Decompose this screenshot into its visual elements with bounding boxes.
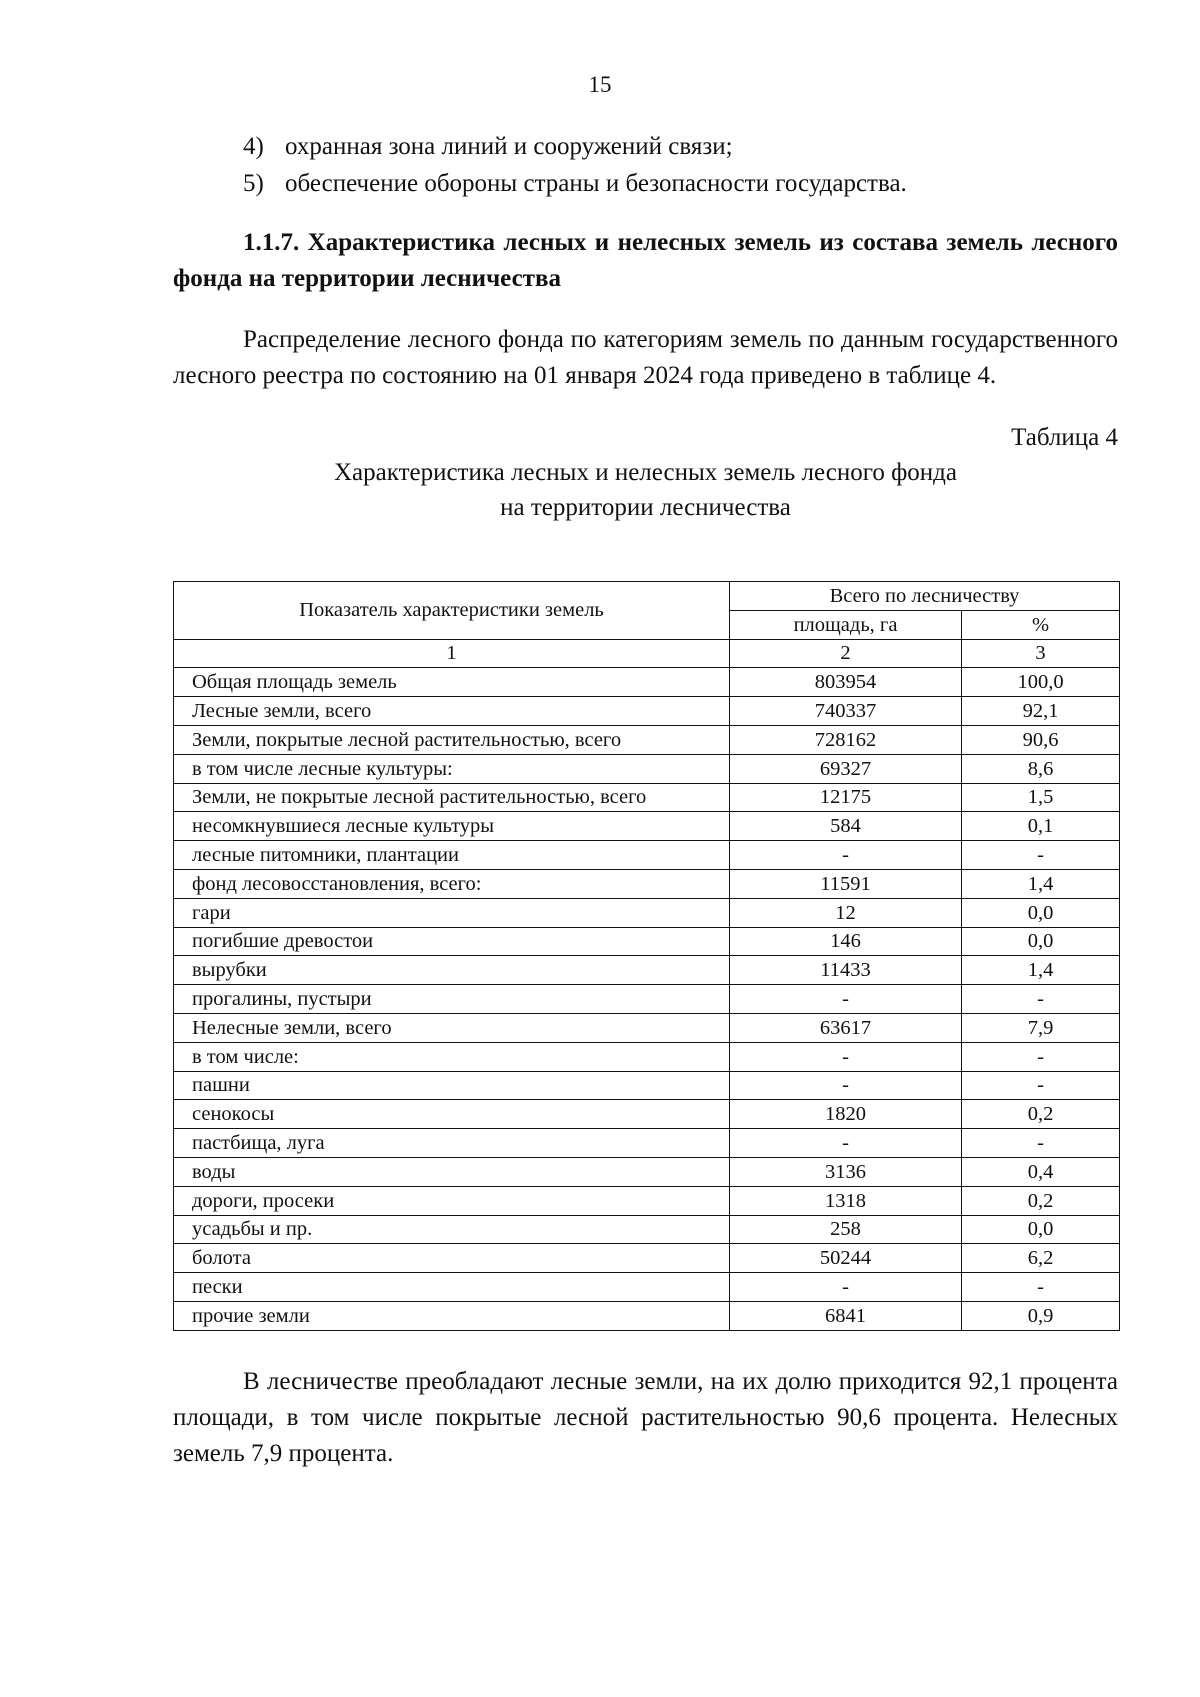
- list-item-text: охранная зона линий и сооружений связи;: [285, 133, 733, 160]
- table-row: [174, 985, 1120, 1014]
- row-label: вырубки: [174, 956, 730, 985]
- row-label: Земли, покрытые лесной растительностью, всего: [174, 725, 730, 754]
- table-row: [174, 1013, 1120, 1042]
- row-label: в том числе лесные культуры:: [174, 754, 730, 783]
- table-row: [174, 783, 1120, 812]
- row-area: 584: [730, 812, 962, 841]
- table-row: [174, 841, 1120, 870]
- row-label: пастбища, луга: [174, 1129, 730, 1158]
- row-label: пашни: [174, 1071, 730, 1100]
- row-label: Общая площадь земель: [174, 668, 730, 697]
- row-percent: 90,6: [962, 725, 1120, 754]
- section-heading: 1.1.7. Характеристика лесных и нелесных земель из состава земель лесного фонда на территории лесничества: [173, 229, 1118, 292]
- table-row: [174, 1129, 1120, 1158]
- table-row: [174, 1244, 1120, 1273]
- table-row: [174, 1157, 1120, 1186]
- row-area: 11591: [730, 869, 962, 898]
- table-row: [174, 668, 1120, 697]
- table-row: [174, 697, 1120, 726]
- row-percent: 7,9: [962, 1013, 1120, 1042]
- table-row: [174, 1100, 1120, 1129]
- row-label: прочие земли: [174, 1301, 730, 1330]
- row-area: -: [730, 1071, 962, 1100]
- table-row: [174, 1186, 1120, 1215]
- table-row: [174, 898, 1120, 927]
- table-row: [174, 754, 1120, 783]
- column-number: 1: [174, 639, 730, 668]
- table-caption: [173, 455, 1118, 525]
- row-label: сенокосы: [174, 1100, 730, 1129]
- row-percent: -: [962, 1071, 1120, 1100]
- row-label: дороги, просеки: [174, 1186, 730, 1215]
- row-percent: 1,4: [962, 869, 1120, 898]
- header-area: площадь, га: [730, 610, 962, 639]
- row-percent: 1,4: [962, 956, 1120, 985]
- row-percent: -: [962, 1273, 1120, 1302]
- list-item: [243, 128, 1123, 165]
- table-label: Таблица 4: [1011, 424, 1118, 451]
- table-row: [174, 812, 1120, 841]
- row-label: болота: [174, 1244, 730, 1273]
- row-area: 6841: [730, 1301, 962, 1330]
- row-label: лесные питомники, плантации: [174, 841, 730, 870]
- table-caption-line: на территории лесничества: [500, 494, 791, 521]
- row-area: 728162: [730, 725, 962, 754]
- column-number: 3: [962, 639, 1120, 668]
- row-label: Нелесные земли, всего: [174, 1013, 730, 1042]
- table-caption-line: Характеристика лесных и нелесных земель лесного фонда: [334, 459, 957, 486]
- header-percent: %: [962, 610, 1120, 639]
- page-number: 15: [588, 72, 612, 97]
- row-area: 1820: [730, 1100, 962, 1129]
- list-item: [243, 165, 1123, 202]
- table-row: [174, 927, 1120, 956]
- numbered-list: [243, 128, 1123, 202]
- row-percent: 0,9: [962, 1301, 1120, 1330]
- row-area: 146: [730, 927, 962, 956]
- table-row: [174, 869, 1120, 898]
- row-percent: 0,4: [962, 1157, 1120, 1186]
- table-row: [174, 1273, 1120, 1302]
- list-item-number: 4): [243, 133, 264, 160]
- row-area: -: [730, 985, 962, 1014]
- row-area: 1318: [730, 1186, 962, 1215]
- row-area: 12: [730, 898, 962, 927]
- column-number: 2: [730, 639, 962, 668]
- row-label: фонд лесовосстановления, всего:: [174, 869, 730, 898]
- row-percent: 100,0: [962, 668, 1120, 697]
- row-percent: 0,0: [962, 927, 1120, 956]
- row-percent: 0,2: [962, 1100, 1120, 1129]
- row-area: -: [730, 841, 962, 870]
- header-total: Всего по лесничеству: [730, 582, 1120, 611]
- table-body: [174, 668, 1120, 1330]
- row-percent: 0,0: [962, 898, 1120, 927]
- row-percent: 1,5: [962, 783, 1120, 812]
- row-percent: -: [962, 985, 1120, 1014]
- table-row: [174, 1071, 1120, 1100]
- row-label: пески: [174, 1273, 730, 1302]
- row-label: прогалины, пустыри: [174, 985, 730, 1014]
- table-row: [174, 1042, 1120, 1071]
- row-percent: -: [962, 1042, 1120, 1071]
- table-row: [174, 956, 1120, 985]
- row-percent: 92,1: [962, 697, 1120, 726]
- list-item-text: обеспечение обороны страны и безопасности государства.: [285, 170, 907, 197]
- row-percent: 8,6: [962, 754, 1120, 783]
- row-percent: -: [962, 1129, 1120, 1158]
- row-area: 258: [730, 1215, 962, 1244]
- row-area: 69327: [730, 754, 962, 783]
- row-percent: 0,0: [962, 1215, 1120, 1244]
- row-area: 3136: [730, 1157, 962, 1186]
- row-area: 12175: [730, 783, 962, 812]
- row-percent: 0,2: [962, 1186, 1120, 1215]
- land-characteristics-table: [173, 581, 1120, 1331]
- row-area: -: [730, 1129, 962, 1158]
- conclusion-paragraph: В лесничестве преобладают лесные земли, на их долю приходится 92,1 процента площади, в том числе покрытые лесной растительностью 90,6 процента. Нелесных земель 7,9 процента.: [173, 1368, 1118, 1467]
- row-label: Земли, не покрытые лесной растительностью, всего: [174, 783, 730, 812]
- row-label: гари: [174, 898, 730, 927]
- row-label: в том числе:: [174, 1042, 730, 1071]
- row-area: -: [730, 1042, 962, 1071]
- row-label: воды: [174, 1157, 730, 1186]
- table-row: [174, 725, 1120, 754]
- row-label: Лесные земли, всего: [174, 697, 730, 726]
- list-item-number: 5): [243, 170, 264, 197]
- row-area: 803954: [730, 668, 962, 697]
- row-area: 11433: [730, 956, 962, 985]
- intro-paragraph: Распределение лесного фонда по категориям земель по данным государственного лесного реестра по состоянию на 01 января 2024 года приведено в таблице 4.: [173, 326, 1118, 389]
- row-label: усадьбы и пр.: [174, 1215, 730, 1244]
- table-row: [174, 1215, 1120, 1244]
- row-percent: -: [962, 841, 1120, 870]
- row-percent: 0,1: [962, 812, 1120, 841]
- row-label: погибшие древостои: [174, 927, 730, 956]
- row-area: 50244: [730, 1244, 962, 1273]
- table-row: [174, 1301, 1120, 1330]
- row-area: -: [730, 1273, 962, 1302]
- row-percent: 6,2: [962, 1244, 1120, 1273]
- row-area: 63617: [730, 1013, 962, 1042]
- row-label: несомкнувшиеся лесные культуры: [174, 812, 730, 841]
- header-indicator: Показатель характеристики земель: [174, 582, 730, 640]
- row-area: 740337: [730, 697, 962, 726]
